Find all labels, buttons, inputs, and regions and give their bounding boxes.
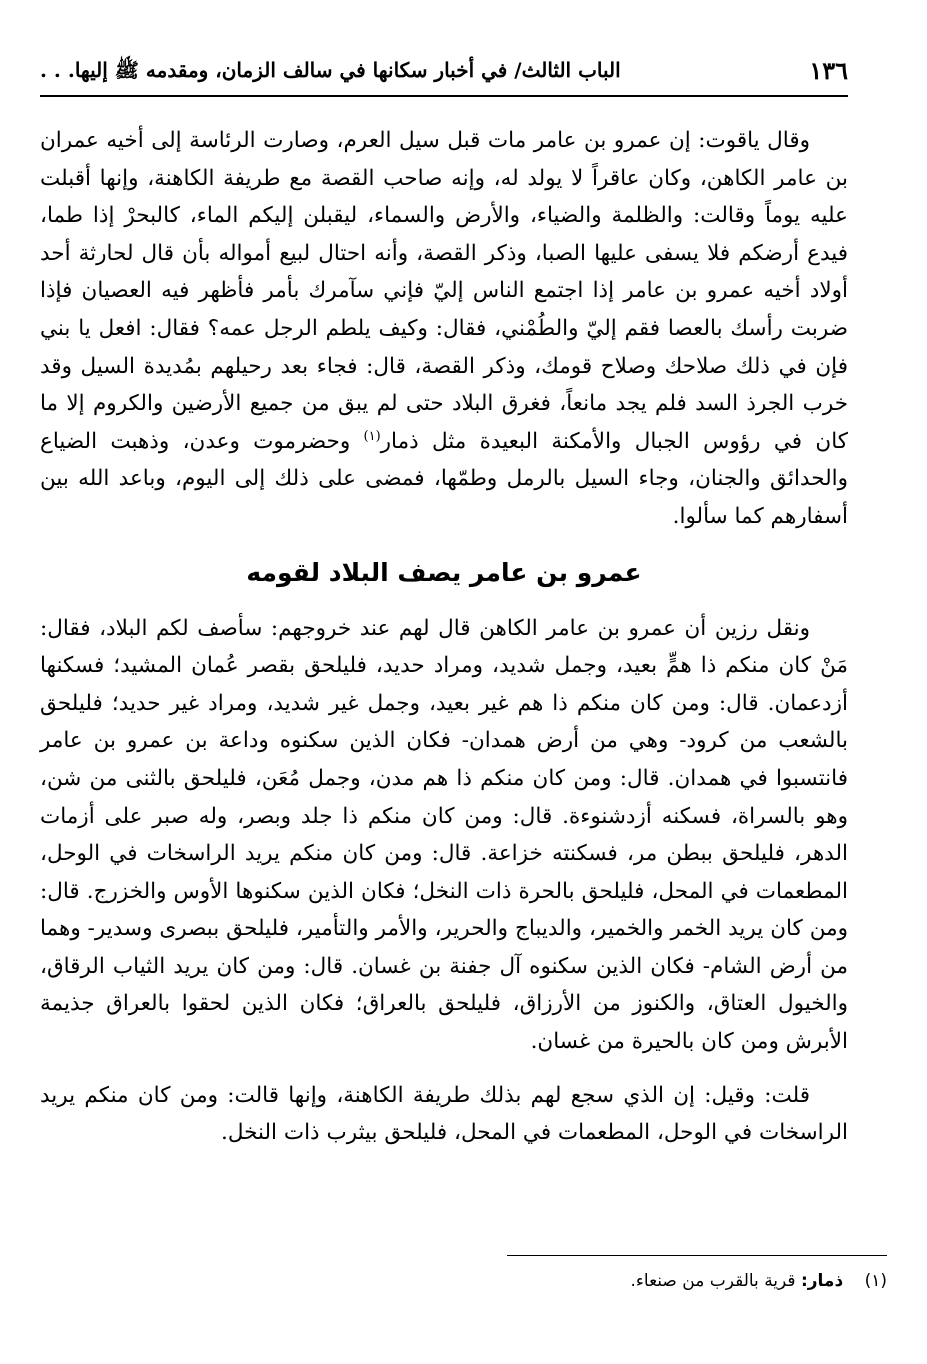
page-header xyxy=(40,52,848,92)
paragraph-author-note: قلت: وقيل: إن الذي سجع لهم بذلك طريفة الكاهنة، وإنها قالت: ومن كان منكم يريد الراسخات في الوحل، المطعمات في المحل، فليلحق بيثرب ذات النخل. xyxy=(40,1082,848,1146)
running-title: الباب الثالث/ في أخبار سكانها في سالف الزمان، ومقدمه ﷺ إليها. . . xyxy=(40,58,621,82)
main-text xyxy=(40,122,848,1152)
footnote-number: (١) xyxy=(864,1271,887,1291)
paragraph-text-continued: وحضرموت وعدن، وذهبت الضياع والحدائق والجنان، وجاء السيل بالرمل وطمّها، فمضى على ذلك إلى اليوم، وباعد الله بين أسفارهم كما سألوا. xyxy=(40,428,848,529)
paragraph-text: وقال ياقوت: إن عمرو بن عامر مات قبل سيل العرم، وصارت الرئاسة إلى أخيه عمران بن عامر الكاهن، وكان عاقراً لا يولد له، وإنه صاحب القصة مع طريفة الكاهنة، وإنها أقبلت عليه يوماً وقالت: والظلمة والضياء، والأرض والسماء، ليقبلن إليكم الماء، كالبحرْ إذا طما، فيدع أرضكم فلا يسفى عليها الصبا، وذكر القصة، وأنه احتال لبيع أمواله بأن قال لحارثة أحد أولاد أخيه عمرو بن عامر إذا اجتمع الناس إليّ فإني سآمرك بأمر فأظهر فيه العصيان فإذا ضربت رأسك بالعصا فقم إليّ والطُمْني، فقال: وكيف يلطم الرجل عمه؟ فقال: افعل يا بني فإن في ذلك صلاحك وصلاح قومك، وذكر القصة، قال: فجاء بعد رحيلهم بمُديدة السيل وقد خرب الجرذ السد فلم يجد مانعاً، فغرق البلاد حتى لم يبق من جميع الأرضين والكروم إلا ما كان في رؤوس الجبال والأمكنة البعيدة مثل ذمار xyxy=(40,128,849,454)
paragraph-yaqut-narration xyxy=(40,122,848,536)
footnote-divider xyxy=(507,1255,887,1256)
footnote-reference: (١) xyxy=(363,428,381,444)
paragraph-razin-narration: ونقل رزين أن عمرو بن عامر الكاهن قال لهم عند خروجهم: سأصف لكم البلاد، فقال: مَنْ كان منكم ذا همٍّ بعيد، وجمل شديد، ومراد حديد، فليلحق بقصر عُمان المشيد؛ فسكنها أزدعمان. قال: ومن كان منكم ذا هم غير بعيد، وجمل غير شديد، ومراد غير حديد؛ فليلحق بالشعب من كرود- وهي من أرض همدان- فكان الذين سكنوه وداعة بن عمرو بن عامر فانتسبوا في همدان. قال: ومن كان منكم ذا هم مدن، وجمل مُعَن، فليلحق بالثنى من شن، وهو بالسراة، فسكنه أزدشنوءة. قال: ومن كان منكم ذا جلد وبصر، وله صبر على أزمات الدهر، فليلحق ببطن مر، فسكنته خزاعة. قال: ومن كان منكم يريد الراسخات في الوحل، المطعمات في المحل، فليلحق بالحرة ذات النخل؛ فكان الذين سكنوها الأوس والخزرج. قال: ومن كان يريد الخمر والخمير، والديباج والحرير، والأمر والتأمير، فليلحق ببصرى وسدير- وهما من أرض الشام- فكان الذين سكنوه آل جفنة بن غسان. قال: ومن كان يريد الثياب الرقاق، والخيول العتاق، والكنوز من الأرزاق، فليلحق بالعراق؛ فكان الذين لحقوا بالعراق جذيمة الأبرش ومن كان بالحيرة من غسان. xyxy=(40,615,848,1055)
header-divider xyxy=(40,95,848,97)
footnote-term: ذمار: xyxy=(800,1271,844,1291)
section-heading: عمرو بن عامر يصف البلاد لقومه xyxy=(246,557,642,587)
footnote-text: قرية بالقرب من صنعاء. xyxy=(630,1271,796,1291)
page-number: ١٣٦ xyxy=(809,56,848,85)
footnote xyxy=(79,1268,887,1294)
